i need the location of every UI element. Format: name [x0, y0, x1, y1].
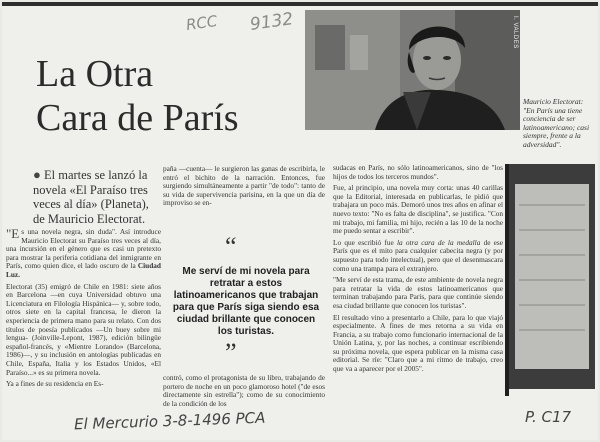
paragraph-8 — [333, 239, 503, 273]
lede-text: El martes se lanzó la novela «El Paraíso tres veces al día» (Planeta), de Mauricio Electorat. — [33, 168, 149, 226]
paragraph-1-text: s una novela negra, sin duda". Así introduce Mauricio Electorat su Paraíso tres veces al día, una incursión en el género que es casi un pretexto para mostrar la periferia cotidiana del inmigrante en París, como quien dice, el lado oscuro de la — [6, 227, 161, 271]
paragraph-1 — [6, 228, 161, 280]
drop-quote: "E — [6, 226, 20, 241]
headline-line1: La Otra — [36, 53, 154, 95]
paragraph-8-emph: la otra cara de la medalla — [396, 237, 481, 247]
paragraph-9: "Me serví de esta trama, de este ambiente de novela negra para retratar la vida de estos latinoamericanos que terminan trabajando para París, para que continúe siendo esa ciudad brillante que conocen los turistas". — [333, 275, 503, 310]
author-photo — [305, 10, 520, 130]
handwritten-source-date: El Mercurio 3-8-1496 PCA — [73, 408, 266, 434]
headline-line2: Cara de París — [36, 97, 239, 139]
pull-quote-text: Me serví de mi novela para retratar a estos latinoamericanos que trabajan para que París siga siendo esa ciudad brillante que conocen los turistas. — [172, 266, 320, 337]
top-rule — [2, 2, 598, 6]
headline — [36, 52, 296, 140]
bullet-icon: ● — [33, 167, 41, 182]
paragraph-5: contró, como el protagonista de su libro, trabajando de portero de noche en un poco glamoroso hotel ("de esos directamente sin estrella"); como de su conocimiento de la condición de los — [163, 373, 325, 408]
paragraph-3: Ya a fines de su residencia en Es- — [6, 379, 104, 389]
paragraph-10: El resultado vino a presentarlo a Chile, para lo que viajó especialmente. A fines de mes retorna a su vida en Francia, a su trabajo como funcionario internacional de la Unión Latina, y, por las noches, a continuar escribiendo su próxima novela, que espera publicar en la misma casa editorial. Se ríe: "Claro que a mi ritmo de trabajo, creo que va a aparecer por el 2005". — [333, 312, 503, 374]
city-name: Ciudad Luz. — [6, 261, 161, 279]
article-column-middle-bottom — [163, 374, 325, 411]
lede — [33, 168, 161, 226]
article-column-middle-top — [163, 165, 325, 211]
ad-light-panel — [515, 184, 589, 369]
adjacent-ad-block — [505, 164, 598, 396]
handwritten-mark-top-right: 9132 — [248, 9, 295, 35]
article-column-right — [333, 164, 503, 377]
paragraph-4: paña —cuenta— le surgieron las ganas de escribirla, le entró el bichito de la narración. Entonces, fue surgiendo simultáneamente a partir "de todo": tanto de su vida de supervivencia parisina, en la que un día de improviso se en- — [163, 164, 325, 208]
pull-quote — [165, 232, 325, 372]
author-portrait-image — [305, 10, 520, 130]
photo-caption: Mauricio Electorat: "En París una tiene conciencia de ser latinoamericano; casi siempre, frente a la adversidad". — [523, 97, 590, 149]
close-quote-mark: ” — [225, 338, 237, 367]
paragraph-8-c: de ese París que es el mito para cualquier cabecita negra (y por supuesto para todo intelectual), pero que el desenmascara como una trampa para el extranjero. — [333, 237, 504, 273]
paragraph-7: Fue, al principio, una novela muy corta: unas 40 carillas que la Editorial, interesada en publicarlas, le pidió que trabajara un poco más. Demoró unos tres años en afinar el nuevo texto: "No es falta de disciplina", se justifica. "Con mi trabajo, mi familia, mi hijo, recién a las 10 de la noche me puedo sentar a escribir". — [333, 183, 503, 236]
article-column-left — [6, 228, 161, 392]
handwritten-mark-top-left: RCC — [184, 11, 219, 35]
photo-credit: I. VALDES — [512, 16, 518, 49]
handwritten-page-mark: P. C17 — [525, 408, 572, 426]
open-quote-mark: “ — [225, 232, 237, 261]
paragraph-6: sudacas en París, no sólo latinoamericanos, sino de "los hijos de todos los terceros mundos". — [333, 163, 503, 181]
paragraph-2: Electorat (35) emigró de Chile en 1981: siete años en Barcelona —en cuya Universidad obtuvo una Licenciatura en Filología Hispánica— y, sobre todo, otros siete en la capital francesa, le dieron la experiencia de primera mano para su relato. Con dos títulos de poesía publicados —Un buey sobre mi lengua- (Joinville-Lepont, 1987), edición bilingüe español-francés, y «Mientre Lorando» (Barcelona, 1986)—, y su inclusión en antologías publicadas en Chile, España, Italia y los Estados Unidos, «El Paraíso...» es su primera novela. — [6, 281, 161, 377]
paragraph-8-a: Lo que escribió fue — [333, 237, 394, 247]
